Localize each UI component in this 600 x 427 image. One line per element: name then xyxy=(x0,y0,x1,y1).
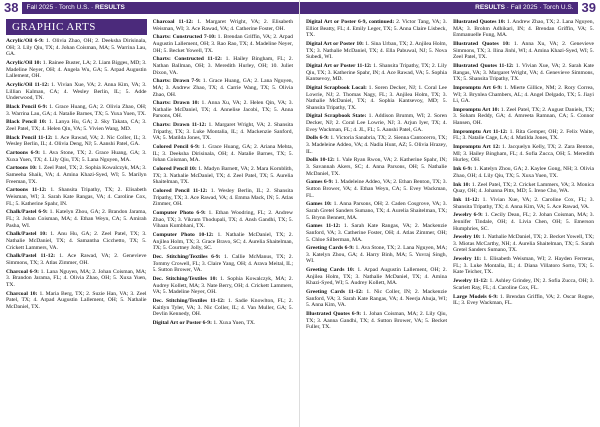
result-entry xyxy=(153,144,294,164)
result-entry xyxy=(453,85,594,105)
winners-text: 1. Rainee Buster, LA; 2. Liam Bigges, MD; 3. Madeline Neyer, OH; 4. Angela Wu, GA; 5. Arpad Augustin Lallement, OH. xyxy=(6,59,147,80)
winners-text: 1. Zeel Patel, TX; 2. Cricket Lammers, VA; 3. Monica Quay, OH; 4. Johanna Pitts, MD; 5. Irene Cho, WA. xyxy=(453,181,594,195)
header-text: Fall 2025 · Torch U.S. · RESULTS xyxy=(26,4,125,11)
category-label: Games 11-12: xyxy=(306,223,341,230)
category-label: Black Pencil 6-9: xyxy=(6,103,48,110)
column xyxy=(153,19,294,423)
page-number: 38 xyxy=(4,0,19,15)
category-label: Dolls 6-9: xyxy=(306,135,329,142)
category-label: Games 6-9: xyxy=(306,179,334,186)
winners-text: 1. Katelyn Zhou, GA; 2. Kaylee Gong, NH; 3. Olivia Zhao, OH; 4. Lily Qiu, TX; 5. Xuxa Yuen, TX. xyxy=(453,166,594,179)
category-label: Illustrated Quotes 11-12: xyxy=(453,62,514,69)
result-entry xyxy=(306,267,447,287)
result-entry xyxy=(153,100,294,120)
winners-text: 1. Vivian Xue, VA; 2. Anna Kim, VA; 3. Lillian Kalman, CA; 4. Wesley Berlin, IL; 5. Adde Underwood, TN. xyxy=(6,81,147,102)
result-entry xyxy=(306,223,447,243)
winners-text: 1. Soren Decker, NJ; 1. Coral Lee Lowrie, NJ; 2. Thomas Nagy, FL; 3. Anjilea Holm, TX; 3. Nathalie McDaniel, TX; 4. Sophia Kantsevoy, MD; 5. Shansita Tripathy, TX. xyxy=(306,84,447,111)
result-entry xyxy=(153,276,294,296)
result-entry xyxy=(306,63,447,83)
category-label: Dolls 10-12: xyxy=(306,157,335,164)
category-label: Black Pencil 11-12: xyxy=(6,134,53,141)
category-label: Charcoal 11-12: xyxy=(152,19,194,25)
category-label: Ink 6-9: xyxy=(453,166,473,173)
winners-text: 1. Nic Coller, IN; 2. Mackenzie Sanford, VA; 3. Sarah Kate Rangas, VA; 4. Neerja Ahuja, WI; 5. Anna Kim, VA. xyxy=(306,289,447,309)
winners-text: 1. Hailey Bingham, FL; 2. Nathan Ballman, OH; 3. Meredith Hurley, OH; 10. Juliet Dixon, VA. xyxy=(152,56,293,76)
winners-text: 1. Sadie Knowlton, FL; 2. Kaitlyn Tyler, VA; 3. Nic Coller, IL; 4. Van Muller, GA; 5. Devlin Kennedy, OH. xyxy=(152,298,293,318)
category-label: Charts: Drawn 7-9: xyxy=(152,78,201,85)
winners-text: 1. Grace Huang, GA; 2. Ariana Mehta, IL; 3. Deeksha Dirisinala, OH; 4. Natalie Barnes, TX; 5. Johan Coisman, MA. xyxy=(152,144,293,164)
category-label: Charcoal 10: xyxy=(6,290,38,297)
category-label: Impromptu Art 10: xyxy=(453,106,500,113)
category-label: Illustrated Quotes 10: xyxy=(453,19,506,25)
winners-text: 1. Brendan Griffin, VA; 2. Arpad Augustin Lallement, OH; 3. Rao Rao, TX; 4. Madeline Neyer, OH; 5. Becket Yowell, TX. xyxy=(152,34,293,54)
category-label: Large Models 6-9: xyxy=(453,293,498,300)
winners-text: 1. Madeleine Addeo, VA; 2. Ethan Benton, TX; 3. Sutton Brower, VA; 4. Ethan Weyn, CA; 5. Evey Wackman, FL. xyxy=(306,179,447,199)
result-entry xyxy=(6,269,147,289)
result-entry xyxy=(306,179,447,199)
category-label: Colored Pencil 11-12: xyxy=(152,188,208,195)
result-entry xyxy=(6,165,147,185)
winners-text: 1. Sarah Kate Rangas, VA; 2. Mackenzie Sanford, VA; 3. Catherine Foster, OH; 4. Atlas Zimmer, OH; 5. Chloe Silberman, MA. xyxy=(306,223,447,243)
winners-text: 1. Ava Stone, TX; 2. Grace Huang, GA; 3. Xuxa Yuen, TX; 4. Lily Qiu, TX; 5. Lana Nguyen, MA. xyxy=(6,150,147,163)
result-entry xyxy=(306,135,447,155)
category-label: Colored Pencil 6-9: xyxy=(152,144,200,151)
result-entry xyxy=(306,289,447,309)
winners-text: 1. Ashley Grindey, IN; 2. Sofia Zucca, OH; 3. Scarlett Ray, FL; 4. Caroline Cox, FL. xyxy=(453,278,594,291)
category-label: Digital Art or Poster 11-12: xyxy=(306,62,372,69)
right-page xyxy=(300,0,600,427)
result-entry xyxy=(6,150,147,163)
winners-text: 1. Sophia Kowalczyk, MA; 2. Audrey Kollett, MA; 3. Nate Berry, OH; 4. Crickett Lammers, VA; 5. Madeline Neyer, OH. xyxy=(152,276,293,296)
result-entry xyxy=(453,234,594,254)
winners-text: 1. Ace Rawad, VA; 2. Nic Coller, IL; 3. Wesley Berlin, IL; 4. Olivia Deng, NJ; 5. Aanshi Patel, GA. xyxy=(6,134,147,148)
result-entry xyxy=(306,85,447,111)
category-label: Digital Art or Poster 6-9: xyxy=(152,319,212,326)
result-entry xyxy=(306,19,447,39)
winners-text: 1. Shansita Tripathy, TX; 2. Lily Qiu, TX; 3. Katherine Spahr, IN; 4. Ace Rawad, VA; 5. Sophia Kantsevoy, MD. xyxy=(306,62,447,83)
category-label: Games 10: xyxy=(306,201,332,208)
winners-text: 1. Elisabeth Weisman, WI; 2. Hayden Ferreras, FL; 3. Luke Montalia, IL; 4. Diana Villatoro Sorto, TX; 5. Kate Teicher, TX. xyxy=(453,256,594,276)
result-entry xyxy=(453,41,594,61)
result-entry xyxy=(153,34,294,54)
winners-text: 1. Vivian Xue, VA; 2. Caroline Cox, FL; 3. Shansita Tripathy, TX; 4. Anna Kim, VA; 5. Ace Rawad, VA. xyxy=(453,196,594,210)
category-label: Cartoons 10: xyxy=(6,165,37,172)
category-label: Charcoal 6-9: xyxy=(6,268,39,275)
result-entry xyxy=(453,144,594,164)
result-entry xyxy=(153,166,294,186)
winners-text: 1. Anna Parsons, OH; 2. Caden Cosgrove, VA; 3. Sarah Gretel Sanders Sumano, TX; 4. Aurelia Shaitelman, TX; 5. Brynn Bennett, MA. xyxy=(306,201,447,221)
winners-text: 1. Andrew Zhao, TX; 2. Lana Nguyen, MA; 3. Brohm Adhikari, IN; 4. Brendan Griffin, VA; 5. Emmanuelle Fung, MA. xyxy=(453,19,594,39)
result-entry xyxy=(6,60,147,80)
result-entry xyxy=(306,245,447,265)
category-label: Greeting Cards 6-9: xyxy=(306,245,354,252)
result-entry xyxy=(306,311,447,331)
winners-text: 1. Zeel Patel, TX; 2. August Daniels, TX; 3. Soham Reddy, GA; 4. Amreeta Ramnan, CA; 5. Connor Hansen, OH. xyxy=(453,106,594,127)
result-entry xyxy=(6,187,147,207)
column xyxy=(306,19,447,423)
winners-text: 1. Olivia Zhao, OH; 2. Deeksha Dirisinala, OH; 3. Lily Qiu, TX; 4. Johan Coisman, MA; 5. Warrina Lau, GA. xyxy=(6,38,147,58)
category-label: Greeting Cards 11-12: xyxy=(306,289,364,296)
winners-text: 1. Victoria Sanabria, TX; 2. Sienna Cantocerro, TX; 3. Madeleine Addeo, VA; 4. Nadia Hunt, AZ; 5. Olivia Hrazey, IL. xyxy=(306,135,447,155)
winners-text: 1. Margaret Wright, VA; 2. Shansita Tripathy, TX; 3. Luke Montalia, IL; 4. Mackenzie Sanford, VA; 5. Matilda Jones, TX. xyxy=(152,122,293,142)
winners-text: 1. Vivian Xue, VA; 2. Sarah Kate Rangas, VA; 3. Margaret Wright, VA; 4. Genevieve Simmons, TX; 5. Shansita Tripathy, TX. xyxy=(453,62,594,83)
result-entry xyxy=(6,119,147,132)
result-entry xyxy=(6,209,147,229)
winners-text: 1. Maria Berg, TX; 2. Suzie Han, VA; 3. Zeel Patel, TX; 4. Arpad Augustin Lallement, OH; 5. Nathalie McDaniel, TX. xyxy=(6,290,147,310)
winners-text: 1. Sina Urban, TX; 2. Anjilea Holm, TX; 3. Nathalie McDaniel, TX; 4. Ella Pabuwal, NJ; 5. Nova Subedi, WI. xyxy=(306,40,447,61)
category-label: Colored Pencil 10: xyxy=(152,166,197,173)
category-label: Digital Scrapbook Local: xyxy=(306,84,367,91)
category-label: Acrylic/Oil 10: xyxy=(6,59,42,66)
header-text: RESULTS · Fall 2025 · Torch U.S. xyxy=(475,4,574,11)
winners-text: 1. Margaret Wright, VA; 2. Elisabeth Weisman, WI; 3. Ace Rawad, VA; 4. Catherine Foster, OH. xyxy=(152,19,293,32)
winners-text: 1. Katelyn Zhou, GA; 2. Brandon Jarama, FL; 3. Johan Coisman, MA; 4. Ethan Weyn, CA; 5. Amirah Pasha, WI. xyxy=(6,209,147,229)
result-entry xyxy=(453,166,594,179)
header-bar xyxy=(300,2,578,14)
category-label: Digital Art or Poster 10: xyxy=(306,40,364,47)
category-label: Chalk/Pastel 6-9: xyxy=(6,209,48,216)
category-label: Acrylic/Oil 11-12: xyxy=(6,81,50,88)
left-page-content xyxy=(6,19,293,423)
result-entry xyxy=(453,212,594,232)
category-label: Impromptu Art 11-12: xyxy=(453,128,508,135)
result-entry xyxy=(153,210,294,230)
category-label: Illustrated Quotes 10: xyxy=(453,40,511,47)
result-entry xyxy=(453,294,594,307)
category-label: Cartoons 11-12: xyxy=(6,187,47,194)
category-label: Cartoons 6-9: xyxy=(6,150,40,157)
page-number: 39 xyxy=(581,0,596,15)
category-label: Jewelry 11: xyxy=(453,256,482,263)
result-entry xyxy=(153,78,294,98)
winners-text: 1. Anu Hu, GA; 2. Zeel Patel, TX; 3. Nathalie McDaniel, TX; 4. Samantha Cicchetto, TX; 5. Crickett Lammers, VA. xyxy=(6,231,147,251)
result-entry xyxy=(153,254,294,274)
winners-text: 1. Nathalie McDaniel, TX; 2. Becket Yowell, TX; 3. Miotas McCarthy, NH; 4. Aurelia Shaitelman, TX; 5. Sarah Gretel Sanders Sumano, TX. xyxy=(453,234,594,254)
winners-text: 1. Addison Brumm, WI; 2. Soren Decker, NJ; 2. Coral Lee Lowrie, NJ; 3. Arjun Iyer, TX; 4. Evey Wackman, FL; 4. JL, FL; 5. Aanshi Patel, GA. xyxy=(306,113,447,133)
winners-text: 1. Ace Rawad, VA; 2. Genevieve Simmons, TX; 3. Atlas Zimmer, OH. xyxy=(6,253,147,266)
result-entry xyxy=(306,157,447,177)
result-entry xyxy=(153,19,294,32)
category-label: Computer Photo 10-12: xyxy=(152,232,214,239)
result-entry xyxy=(6,231,147,251)
result-entry xyxy=(153,298,294,318)
winners-text: 1. Grace Huang, GA; 2. Olivia Zhao, OH; 3. Warrina Lau, GA; 4. Natalie Barnes, TX; 5. Yuxa Yuen, TX. xyxy=(6,103,147,117)
category-label: Impromptu Art 12: xyxy=(453,144,501,151)
winners-text: 1. Arpad Augustin Lallement, OH; 2. Anjilea Holm, TX; 3. Nathalie McDaniel, TX; 4. Amina Khazi-Syed, WI; 5. Audrey Kollett, MA. xyxy=(306,267,447,287)
category-label: Jewelry 11-12: xyxy=(453,278,488,285)
left-page-header xyxy=(0,0,299,15)
winners-text: 1. Madyn Barnett, VA; 2. Mara Kornblith, TX; 3. Nathalie McDaniel, TX; 4. Zeel Patel, TX; 5. Aurelia Shaitelman, TX. xyxy=(152,166,293,186)
result-entry xyxy=(453,63,594,83)
winners-text: 1. Jacquelyn Kelly, TX; 2. Zara Benton, MI; 3. Hailey Bingham, FL; 4. Sofia Zucca, OH; 5. Meredith Hurley, OH. xyxy=(453,144,594,164)
category-label: Charts: Constructed 11-12: xyxy=(152,56,223,63)
category-label: Digital Art or Poster 6-9, continued: xyxy=(306,19,395,25)
result-entry xyxy=(153,122,294,142)
category-label: Dec. Stitching/Textiles 6-9: xyxy=(152,254,221,261)
category-label: Greeting Cards 10: xyxy=(306,267,355,274)
winners-text: 1. Grace Huang, GA; 2. Lana Nguyen, MA; 3. Andrew Zhao, TX; 4. Carrie Wang, TX; 5. Olivia Zhao, OH. xyxy=(152,78,293,98)
winners-text: 1. Ethan Woodring, FL; 2. Andrew Zhao, TX; 3. Vikram Thodupali, TX; 4. Ansh Gandhi, TX; 5. Vihaan Kumbhani, TX. xyxy=(152,210,293,230)
winners-text: 1. Brendan Griffin, VA; 2. Oscar Rogne, IL; 3. Evey Wackman, FL. xyxy=(453,293,594,307)
category-label: Chalk/Pastel 10: xyxy=(6,231,48,238)
header-bar xyxy=(22,2,299,14)
winners-text: 1. Lanya Hu, GA; 2. Sky Takata, CA; 3. Zeel Patel, TX; 4. Helen Qin, VA; 5. Vivien Wang, MD. xyxy=(6,119,147,132)
winners-text: 1. Shansita Tripathy, TX; 2. Elisabeth Weisman, WI; 3. Sarah Kate Rangas, VA; 4. Caroline Cox, FL; 5. Katherine Spahr, IN. xyxy=(6,187,147,207)
winners-text: 1. Johan Coisman, MA; 2. Lily Qiu, TX; 3. Aanna Gandhi, TX; 4. Sutton Brower, VA; 5. Becket Fuller, TX. xyxy=(306,311,447,331)
category-label: Acrylic/Oil 6-9: xyxy=(6,38,44,44)
winners-text: 1. Nathalie McDaniel, TX; 2. Anjilea Holm, TX; 3. Grace Bravo, SC; 4. Aurelia Shaitelman, TX; 5. Courtney Jolly, SC. xyxy=(152,232,293,252)
result-entry xyxy=(6,104,147,117)
section-title: GRAPHIC ARTS xyxy=(6,19,147,35)
result-entry xyxy=(6,135,147,148)
category-label: Illustrated Quotes 6-9: xyxy=(306,311,362,318)
category-label: Jewelry 10: xyxy=(453,234,481,241)
winners-text: 2. Victor Tang, VA; 3. Elliot Beatty, FL; 4. Emily Leger, TX; 5. Anna Claire Lisbeck, TX. xyxy=(306,19,447,39)
result-entry xyxy=(153,56,294,76)
winners-text: 1. Lana Nguyen, MA; 2. Johan Coisman, MA; 3. Brandon Jarama, FL; 4. Olivia Zhao, OH; 5. Xuxa Yuen, TX. xyxy=(6,268,147,288)
winners-text: 1. Xuxa Yuen, TX. xyxy=(211,319,256,326)
winners-text: 1. Vale Ryan Rwon, VA; 2. Katherine Spahr, IN; 3. Savannah Akers, SC; 4. Anna Parsons, OH; 5. Nathalie McDaniel, TX. xyxy=(306,157,447,177)
result-entry xyxy=(306,41,447,61)
category-label: Dec. Stitching/Textiles 10: xyxy=(152,276,218,283)
category-label: Computer Photo 6-9: xyxy=(152,210,206,217)
winners-text: 1. Mierte Gillice, NM; 2. Rory Correa, WI; 3. Brynlea Chambers, AL; 4. Angel Delgado, TX; 5. Jiayi Li, GA. xyxy=(453,84,594,105)
winners-text: 1. Cecily Dean, FL; 2. Johan Coisman, MA; 3. Jennifer Tindale, OH; 4. Livia Chen, OH; 5. Emerson Humphries, SC. xyxy=(453,212,594,232)
category-label: Charts: Drawn 11-12: xyxy=(152,122,207,129)
result-entry xyxy=(453,129,594,142)
winners-text: 1. Zeel Patel, TX; 2. Sophia Kowalczyk, MA; 3. Sameeha Shaik, VA; 4. Amina Khazi-Syed, WI; 5. Marilyn Freeman, TX. xyxy=(6,165,147,185)
result-entry xyxy=(453,19,594,39)
right-page-content xyxy=(306,19,594,423)
result-entry xyxy=(453,107,594,127)
result-entry xyxy=(453,278,594,291)
result-entry xyxy=(453,256,594,276)
result-entry xyxy=(153,232,294,252)
winners-text: 1. Wesley Berlin, IL; 2. Shansita Tripathy, TX; 3. Ace Rawad, VA; 4. Emma Mack, IN; 5. Atlas Zimmer, OH. xyxy=(152,188,293,208)
winners-text: 1. Callie McManus, TX; 2. Tommy Crowell, FL; 3. Claire Yang, OH; 4. Arava Meital, IL; 5. Sutton Brower, VA. xyxy=(152,254,293,274)
result-entry xyxy=(6,82,147,102)
category-label: Jewelry 6-9: xyxy=(453,212,483,219)
result-entry xyxy=(6,38,147,58)
category-label: Black Pencil 10: xyxy=(6,119,47,126)
result-entry xyxy=(6,291,147,311)
result-entry xyxy=(153,188,294,208)
result-entry xyxy=(6,253,147,266)
category-label: Ink 11-12: xyxy=(453,196,480,203)
category-label: Chalk/Pastel 11-12: xyxy=(6,253,56,260)
result-entry xyxy=(306,201,447,221)
result-entry xyxy=(453,182,594,195)
category-label: Dec. Stitching/Textiles 11-12: xyxy=(152,298,225,304)
right-page-header xyxy=(300,0,600,15)
winners-text: 1. Ava Stone, TX; 2. Lana Nguyen, MA; 3. Katelyn Zhou, GA; 4. Harry Binh, MA; 5. Yuvraj Singh, WI. xyxy=(306,245,447,265)
category-label: Impromptu Art 6-9: xyxy=(453,84,503,91)
category-label: Digital Scrapbook State: xyxy=(306,113,367,120)
result-entry xyxy=(153,320,294,327)
winners-text: 1. Anna Xu, VA; 2. Genevieve Simmons, TX; 3. Ilina Jinhi, WI; 4. Amina Khazi-Syed, WI; 5. Zeel Patel, TX. xyxy=(453,40,594,61)
winners-text: 1. Anna Xu, VA; 2. Helen Qin, VA; 3. Nathalie McDaniel, TX; 4. Annelise Jacobi, TX; 5. Anna Parsons, OH. xyxy=(152,100,293,120)
result-entry xyxy=(453,197,594,210)
column xyxy=(453,19,594,423)
category-label: Charts: Drawn 10: xyxy=(152,100,200,107)
category-label: Ink 10: xyxy=(453,181,471,188)
column xyxy=(6,19,147,423)
category-label: Charts: Constructed 7-10: xyxy=(152,34,216,41)
result-entry xyxy=(306,113,447,133)
winners-text: 1. Rita Gemper, OH; 2. Felix Waite, FL; 3. Natalie Cage, LA; 4. Matilda Jones, TX. xyxy=(453,128,594,142)
